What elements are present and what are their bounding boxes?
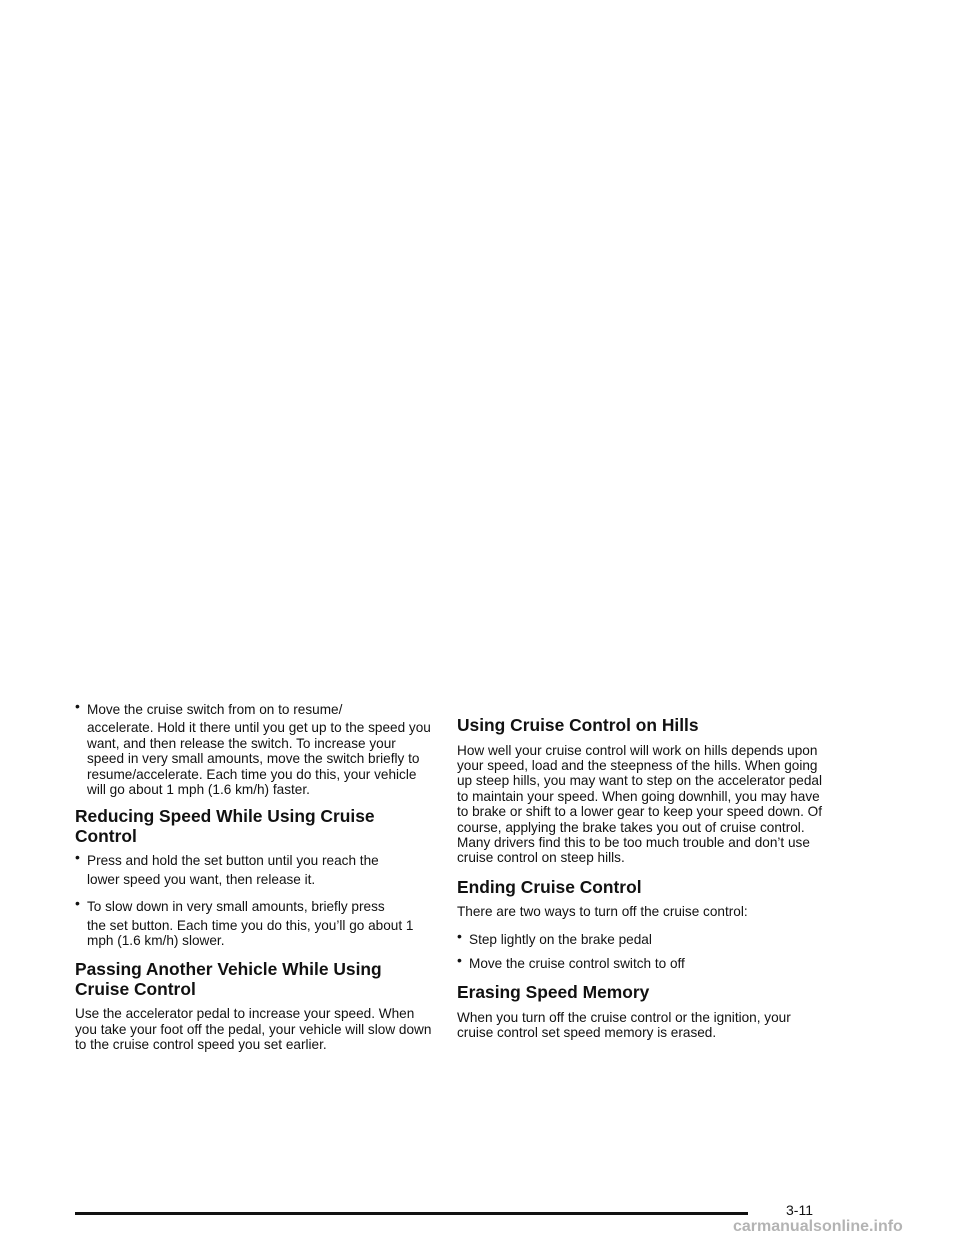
bullet-text-first-line: Move the cruise switch from on to resume/ (87, 702, 343, 717)
bullet-text: Step lightly on the brake pedal (469, 931, 652, 947)
section-heading-cruise-on-hills: Using Cruise Control on Hills (457, 715, 699, 735)
list-item (75, 849, 435, 887)
watermark: carmanualsonline.info (733, 1218, 903, 1235)
left-column (75, 698, 435, 1065)
bullet-icon: • (457, 952, 462, 969)
bullet-icon: • (457, 927, 462, 944)
list-item (457, 952, 825, 972)
section-body-cruise-on-hills: How well your cruise control will work on hills depends upon your speed, load and the steepness of the hills. When going up steep hills, you may want to step on the accelerator pedal to maintain your speed. When going downhill, you may have to brake or shift to a lower gear to keep your speed down. Of course, applying the brake takes you out of cruise control. Many drivers find this to be too much trouble and don’t use cruise control on steep hills. (457, 742, 822, 866)
bullet-icon: • (75, 698, 80, 714)
section-body-ending-cruise: There are two ways to turn off the cruise control: (457, 904, 748, 920)
section-heading-ending-cruise: Ending Cruise Control (457, 876, 642, 897)
section-heading-erasing-memory: Erasing Speed Memory (457, 982, 650, 1003)
section-heading-reducing-speed: Reducing Speed While Using Cruise Control (75, 806, 375, 846)
ending-cruise-list (457, 927, 825, 972)
bullet-text-rest: lower speed you want, then release it. (87, 871, 316, 887)
bullet-text-rest: accelerate. Hold it there until you get up to the speed you want, and then release the switch. To increase your speed in very small amounts, move the switch briefly to resume/accelerate. Each time you do this, your vehicle will go about 1 mph (1.6 km/h) faster. (87, 720, 431, 798)
right-column (457, 702, 825, 1053)
list-item (457, 927, 825, 947)
footer-divider (75, 1212, 748, 1215)
list-item (75, 698, 435, 798)
bullet-icon: • (75, 849, 80, 866)
bullet-text: Move the cruise control switch to off (469, 956, 685, 972)
bullet-text-first-line: To slow down in very small amounts, briefly press (87, 899, 385, 915)
section-body-passing-vehicle: Use the accelerator pedal to increase your speed. When you take your foot off the pedal, your vehicle will slow down to the cruise control speed you set earlier. (75, 1006, 432, 1053)
bullet-text-first-line: Press and hold the set button until you reach the (87, 853, 379, 869)
section-body-erasing-memory: When you turn off the cruise control or the ignition, your cruise control set speed memory is erased. (457, 1009, 791, 1041)
page-number: 3-11 (786, 1202, 813, 1218)
bullet-text-rest: the set button. Each time you do this, you’ll go about 1 mph (1.6 km/h) slower. (87, 917, 414, 949)
bullet-icon: • (75, 895, 80, 912)
list-item (75, 895, 435, 949)
section-heading-passing-vehicle: Passing Another Vehicle While Using Cruise Control (75, 959, 382, 999)
